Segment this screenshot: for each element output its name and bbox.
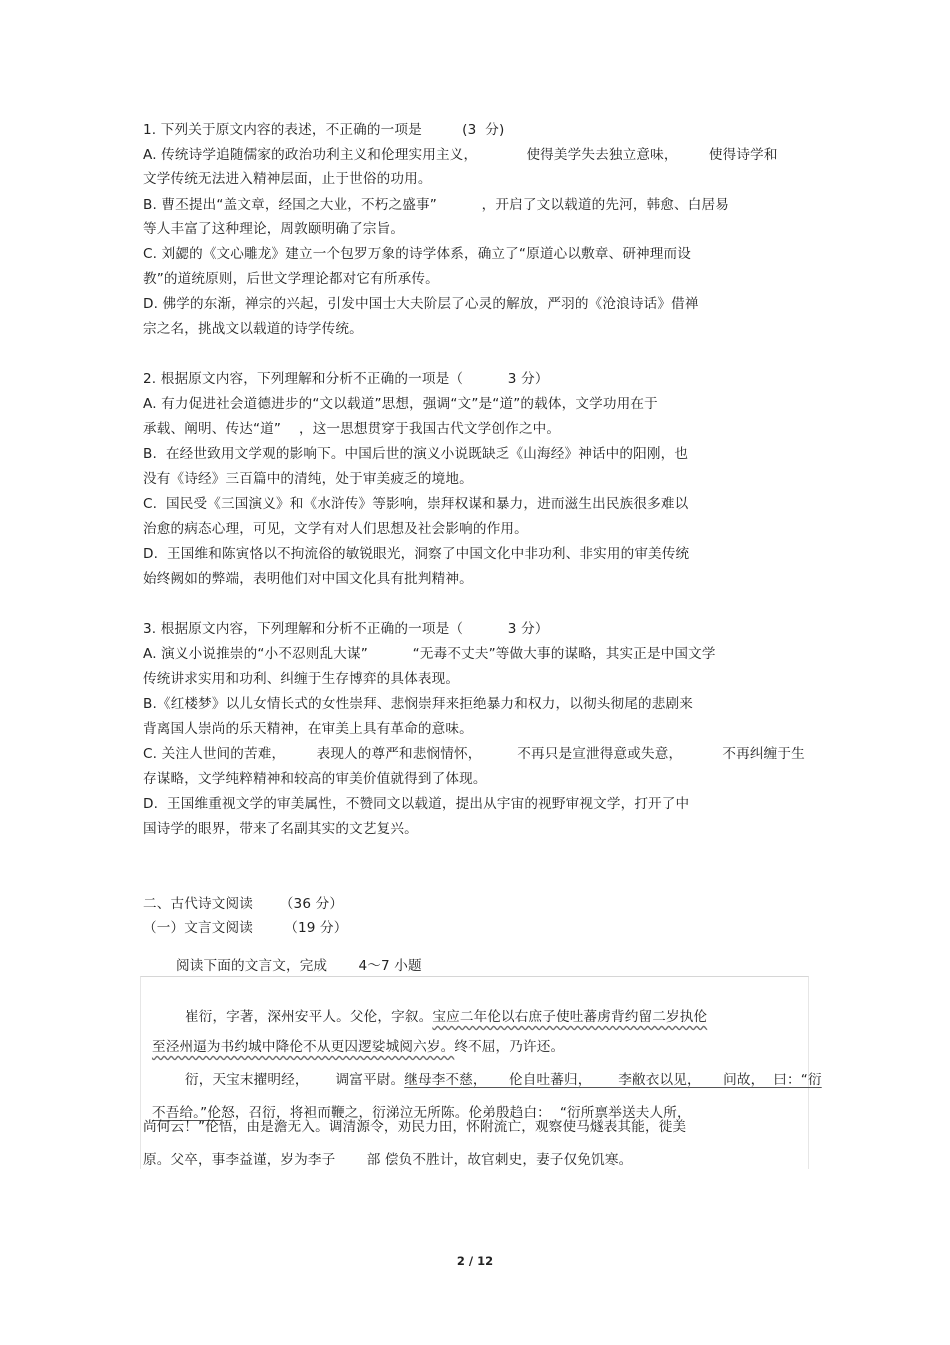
passage-line-5: 尚何云！”伦悟，由是澹无入。调清源令，劝民力田，怀附流亡，观察使马燧表其能，徙美 [143,1119,687,1135]
q3-option-a-line1: A. 演义小说推崇的“小不忍则乱大谋” “无毒不丈夫”等做大事的谋略，其实正是中国文学 [143,646,716,662]
q2-option-c-line2: 治愈的病态心理，可见，文学有对人们思想及社会影响的作用。 [143,521,528,537]
q3-option-b-line2: 背离国人崇尚的乐天精神，在审美上具有革命的意味。 [143,721,473,737]
passage-text: 终不屈，乃许还。 [454,1039,565,1055]
q3-option-c-line1: C. 关注人世间的苦难， 表现人的尊严和悲悯情怀， 不再只是宣泄得意或失意， 不再纠缠于生 [143,746,805,762]
q1-option-d-line2: 宗之名，挑战文以载道的诗学传统。 [143,321,363,337]
q1-option-b-line2: 等人丰富了这种理论，周敦颐明确了宗旨。 [143,221,405,237]
q1-option-b-line1: B. 曹丕提出“盖文章，经国之大业，不朽之盛事” ，开启了文以载道的先河，韩愈、白居易 [143,197,730,213]
passage-text: 怒，召衍，将袒而鞭之，衍涕泣无所陈。伦弟殷趋白： “衍所禀举送夫人所， [221,1105,691,1121]
q1-option-a-line2: 文学传统无法进入精神层面，止于世俗的功用。 [143,171,432,187]
wavy-underlined-text: 宝应二年伦以右庶子使吐蕃虏背约留二岁执伦 [432,1009,708,1025]
q2-option-b-line2: 没有《诗经》三百篇中的清纯，处于审美疲乏的境地。 [143,471,473,487]
q2-option-d-line2: 始终阙如的弊端，表明他们对中国文化具有批判精神。 [143,571,473,587]
subsection-heading: （一）文言文阅读 （19 分） [143,920,348,936]
q1-option-c-line1: C. 刘勰的《文心雕龙》建立一个包罗万象的诗学体系，确立了“原道心以敷章、研神理而设 [143,246,692,262]
q1-option-c-line2: 教”的道统原则，后世文学理论都对它有所承传。 [143,271,439,287]
q2-option-b-line1: B. 在经世致用文学观的影响下。中国后世的演义小说既缺乏《山海经》神话中的阳刚，也 [143,446,689,462]
q3-option-b-line1: B.《红楼梦》以儿女情长式的女性崇拜、悲悯崇拜来拒绝暴力和权力，以彻头彻尾的悲剧来 [143,696,693,712]
reading-instruction: 阅读下面的文言文，完成 4～7 小题 [176,958,422,974]
q3-option-d-line1: D. 王国维重视文学的审美属性，不赞同文以载道，提出从宇宙的视野审视文学，打开了中 [143,796,690,812]
passage-line-4 [143,1086,691,1122]
q1-option-d-line1: D. 佛学的东渐，禅宗的兴起，引发中国士大夫阶层了心灵的解放，严羽的《沧浪诗话》借禅 [143,296,699,312]
q3-option-c-line2: 存谋略，文学纯粹精神和较高的审美价值就得到了体现。 [143,771,487,787]
q3-option-d-line2: 国诗学的眼界，带来了名副其实的文艺复兴。 [143,821,418,837]
passage-line-3 [176,1053,822,1089]
q2-option-a-line1: A. 有力促进社会道德进步的“文以载道”思想，强调“文”是“道”的载体，文学功用在于 [143,396,658,412]
q1-option-a-line1: A. 传统诗学追随儒家的政治功利主义和伦理实用主义， 使得美学失去独立意味， 使得诗学和 [143,147,778,163]
passage-line-6: 原。父卒，事李益谨，岁为李子 部 偿负不胜计，故官刺史，妻子仅免饥寒。 [143,1152,633,1168]
q2-option-a-line2: 承载、阐明、传达“道” ，这一思想贯穿于我国古代文学创作之中。 [143,421,561,437]
q1-stem: 1. 下列关于原文内容的表述，不正确的一项是 (3 分) [143,122,505,138]
passage-line-2 [143,1020,564,1056]
page-number: 2 / 12 [456,1254,494,1268]
q3-stem: 3. 根据原文内容，下列理解和分析不正确的一项是（ 3 分） [143,621,549,637]
passage-text: 崔衍，字著，深州安平人。父伦，字叙。 [184,1009,433,1025]
passage-text: 衍，天宝末擢明经， 调富平尉。 [184,1072,405,1088]
q3-option-a-line2: 传统讲求实用和功利、纠缠于生存博弈的具体表现。 [143,671,460,687]
section-heading: 二、古代诗文阅读 （36 分） [143,896,344,912]
q2-option-d-line1: D. 王国维和陈寅恪以不拘流俗的敏锐眼光，洞察了中国文化中非功利、非实用的审美传统 [143,546,690,562]
underlined-text: 不吾给。”伦 [151,1105,222,1121]
underlined-text: 继母李不慈， 伦自吐蕃归， 李敝衣以见， 问故， 曰：“衍 [404,1072,822,1088]
wavy-underlined-text: 至泾州逼为书约城中降伦不从更囚逻娑城阅六岁。 [151,1039,455,1055]
q2-stem: 2. 根据原文内容，下列理解和分析不正确的一项是（ 3 分） [143,371,549,387]
q2-option-c-line1: C. 国民受《三国演义》和《水浒传》等影响，崇拜权谋和暴力，进而滋生出民族很多难以 [143,496,689,512]
